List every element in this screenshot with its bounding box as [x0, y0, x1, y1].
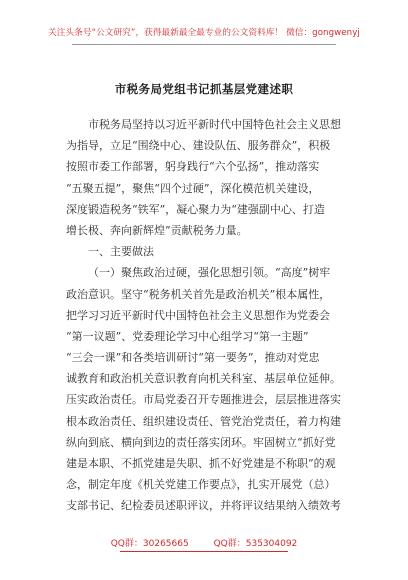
- body-line: 建是本职、不抓党建是失职、抓不好党建是不称职”的观: [66, 457, 336, 470]
- body-line: 念，制定年度《机关党建工作要点》，扎实开展党（总）: [66, 478, 336, 492]
- body-line: 一、主要做法: [88, 245, 154, 259]
- body-line: 诚教育和政治机关意识教育向机关科室、基层单位延伸。: [66, 372, 341, 386]
- body-line: 深度锻造税务“铁军”，凝心聚力为“建强副中心、打造: [66, 202, 325, 216]
- header-divider: [72, 44, 336, 45]
- body-line: 政治意识。坚守“税务机关首先是政治机关”根本属性，: [66, 287, 331, 301]
- document-title: 市税务局党组书记抓基层党建述职: [114, 82, 294, 96]
- body-line: 根本政治责任、组织建设责任、管党治党责任，着力构建: [66, 414, 341, 428]
- body-line: 压实政治责任。市局党委召开专题推进会，层层推进落实: [66, 393, 341, 407]
- document-body: [66, 114, 344, 517]
- body-line: “三会一课”和各类培训研讨“第一要务”，推动对党忠: [66, 351, 320, 365]
- footer-qq-group-1: QQ群：30265665: [110, 539, 189, 549]
- body-line: 纵向到底、横向到边的责任落实闭环。牢固树立“抓好党: [66, 435, 336, 449]
- footer-qq-group-2: QQ群：535304092: [213, 539, 298, 549]
- header-note: 关注头条号“公文研究”，获得最新最全最专业的公文资料库！ 微信：gongwenyj: [48, 28, 360, 38]
- body-line: 为指导，立足“围绕中心、建设队伍、服务群众”，积极: [66, 139, 331, 153]
- footer-divider: [120, 551, 288, 552]
- body-line: （一）聚焦政治过硬，强化思想引领。“高度”树牢: [88, 266, 331, 280]
- footer-contacts: [0, 536, 408, 549]
- body-line: “五聚五提”，聚焦“四个过硬”，深化模范机关建设，: [66, 181, 320, 195]
- body-line: 市税务局坚持以习近平新时代中国特色社会主义思想: [88, 118, 341, 131]
- body-line: “第一议题”、党委理论学习中心组学习“第一主题”: [66, 329, 309, 343]
- body-line: 把学习习近平新时代中国特色社会主义思想作为党委会: [66, 308, 330, 322]
- body-line: 支部书记、纪检委员述职评议，并将评议结果纳入绩效考: [66, 499, 341, 513]
- body-line: 按照市委工作部署，躬身践行“六个弘扬”，推动落实: [66, 160, 320, 174]
- body-line: 增长极、奔向新辉煌”贡献税务力量。: [66, 223, 248, 237]
